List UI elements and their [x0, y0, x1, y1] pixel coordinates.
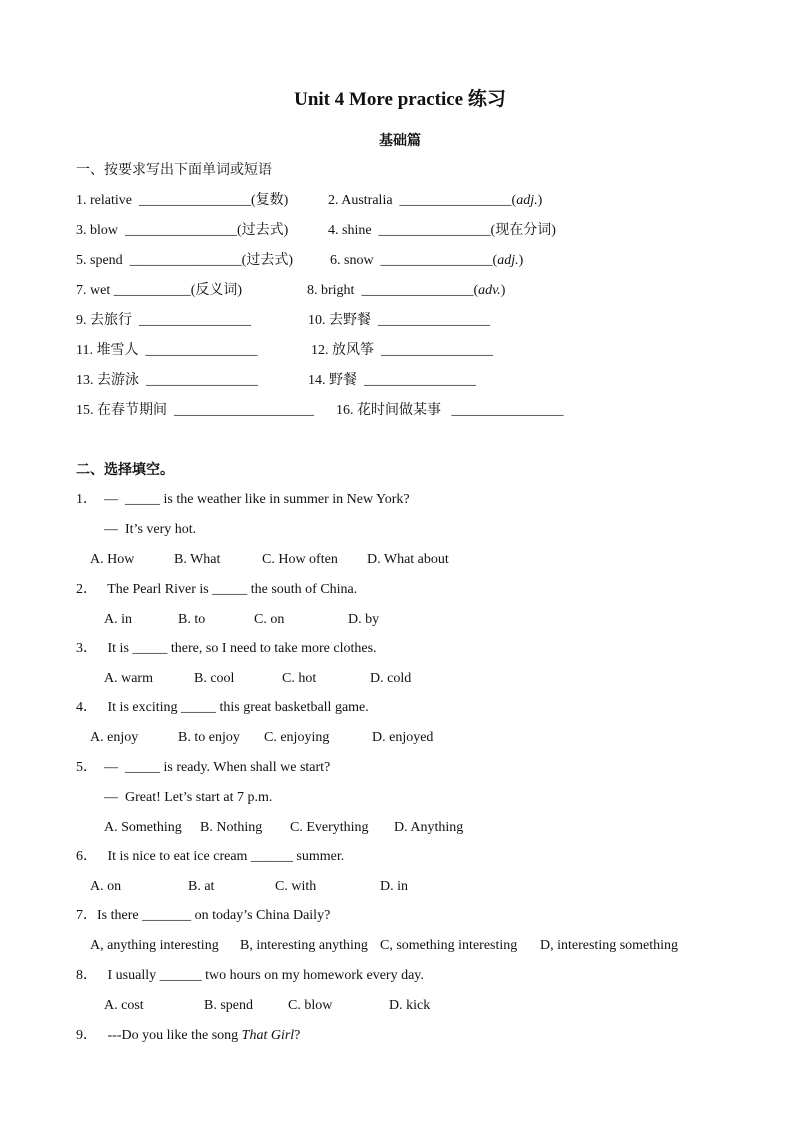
q7-question: 7．Is there _______ on today’s China Daily?	[76, 908, 331, 923]
q3-option-a: A. warm	[104, 671, 153, 686]
part1-heading: 一、按要求写出下面单词或短语	[76, 163, 272, 178]
q6-option-d: D. in	[380, 879, 408, 894]
part1-item-15: 15. 在春节期间 ____________________	[76, 403, 314, 418]
q5-reply: — Great! Let’s start at 7 p.m.	[104, 790, 273, 805]
part1-item-8: 8. bright ________________(adv.)	[307, 283, 506, 298]
part1-item-3: 3. blow ________________(过去式)	[76, 223, 289, 238]
part1-item-12: 12. 放风筝 ________________	[311, 343, 493, 358]
q3-option-d: D. cold	[370, 671, 412, 686]
q5-option-b: B. Nothing	[200, 820, 263, 835]
q8-option-a: A. cost	[104, 998, 144, 1013]
q6-question: 6． It is nice to eat ice cream ______ summer.	[76, 849, 345, 864]
q7-option-c: C, something interesting	[380, 938, 518, 953]
q4-option-b: B. to enjoy	[178, 730, 240, 745]
q6-option-b: B. at	[188, 879, 215, 894]
q8-option-d: D. kick	[389, 998, 431, 1013]
q3-question: 3． It is _____ there, so I need to take more clothes.	[76, 641, 377, 656]
q9-song-title: That Girl	[241, 1028, 295, 1043]
q9-question	[76, 1027, 300, 1045]
part1-item-5: 5. spend ________________(过去式)	[76, 253, 293, 268]
q7-option-b: B, interesting anything	[240, 938, 368, 953]
part1-item-2: 2. Australia ________________(adj.)	[328, 193, 543, 208]
q9-question-suffix: ?	[294, 1028, 301, 1043]
q6-option-c: C. with	[275, 879, 317, 894]
q8-question: 8． I usually ______ two hours on my homework every day.	[76, 968, 424, 983]
q2-option-b: B. to	[178, 612, 206, 627]
q2-option-d: D. by	[348, 612, 380, 627]
part1-item-16: 16. 花时间做某事 ________________	[336, 403, 564, 418]
part1-item-10: 10. 去野餐 ________________	[308, 313, 490, 328]
q3-option-c: C. hot	[282, 671, 317, 686]
q1-option-c: C. How often	[262, 552, 338, 567]
q5-option-c: C. Everything	[290, 820, 369, 835]
q9-question-prefix: 9． ---Do you like the song	[76, 1028, 242, 1043]
part1-item-6: 6. snow ________________(adj.)	[330, 253, 524, 268]
q2-question: 2． The Pearl River is _____ the south of China.	[76, 582, 358, 597]
q5-option-a: A. Something	[104, 820, 182, 835]
part1-item-11: 11. 堆雪人 ________________	[76, 343, 258, 358]
q1-question: 1． — _____ is the weather like in summer in New York?	[76, 492, 410, 507]
q4-option-d: D. enjoyed	[372, 730, 434, 745]
q7-option-a: A, anything interesting	[90, 938, 219, 953]
page-subtitle: 基础篇	[379, 134, 421, 149]
part1-item-13: 13. 去游泳 ________________	[76, 373, 258, 388]
q4-option-a: A. enjoy	[90, 730, 139, 745]
part1-item-7: 7. wet ___________(反义词)	[76, 283, 243, 298]
q2-option-a: A. in	[104, 612, 132, 627]
part1-item-4: 4. shine ________________(现在分词)	[328, 223, 556, 238]
q2-option-c: C. on	[254, 612, 285, 627]
q8-option-b: B. spend	[204, 998, 253, 1013]
part1-item-9: 9. 去旅行 ________________	[76, 313, 251, 328]
q1-option-a: A. How	[90, 552, 135, 567]
q6-option-a: A. on	[90, 879, 122, 894]
q8-option-c: C. blow	[288, 998, 333, 1013]
q5-option-d: D. Anything	[394, 820, 464, 835]
q3-option-b: B. cool	[194, 671, 235, 686]
q1-reply: — It’s very hot.	[104, 522, 197, 537]
q5-question: 5． — _____ is ready. When shall we start?	[76, 760, 331, 775]
q1-option-b: B. What	[174, 552, 221, 567]
part1-item-1: 1. relative ________________(复数)	[76, 193, 289, 208]
part1-item-14: 14. 野餐 ________________	[308, 373, 476, 388]
page-title: Unit 4 More practice 练习	[294, 89, 506, 110]
q1-option-d: D. What about	[367, 552, 449, 567]
q7-option-d: D, interesting something	[540, 938, 679, 953]
q4-option-c: C. enjoying	[264, 730, 330, 745]
part2-heading: 二、选择填空。	[76, 463, 174, 478]
q4-question: 4． It is exciting _____ this great basketball game.	[76, 700, 369, 715]
